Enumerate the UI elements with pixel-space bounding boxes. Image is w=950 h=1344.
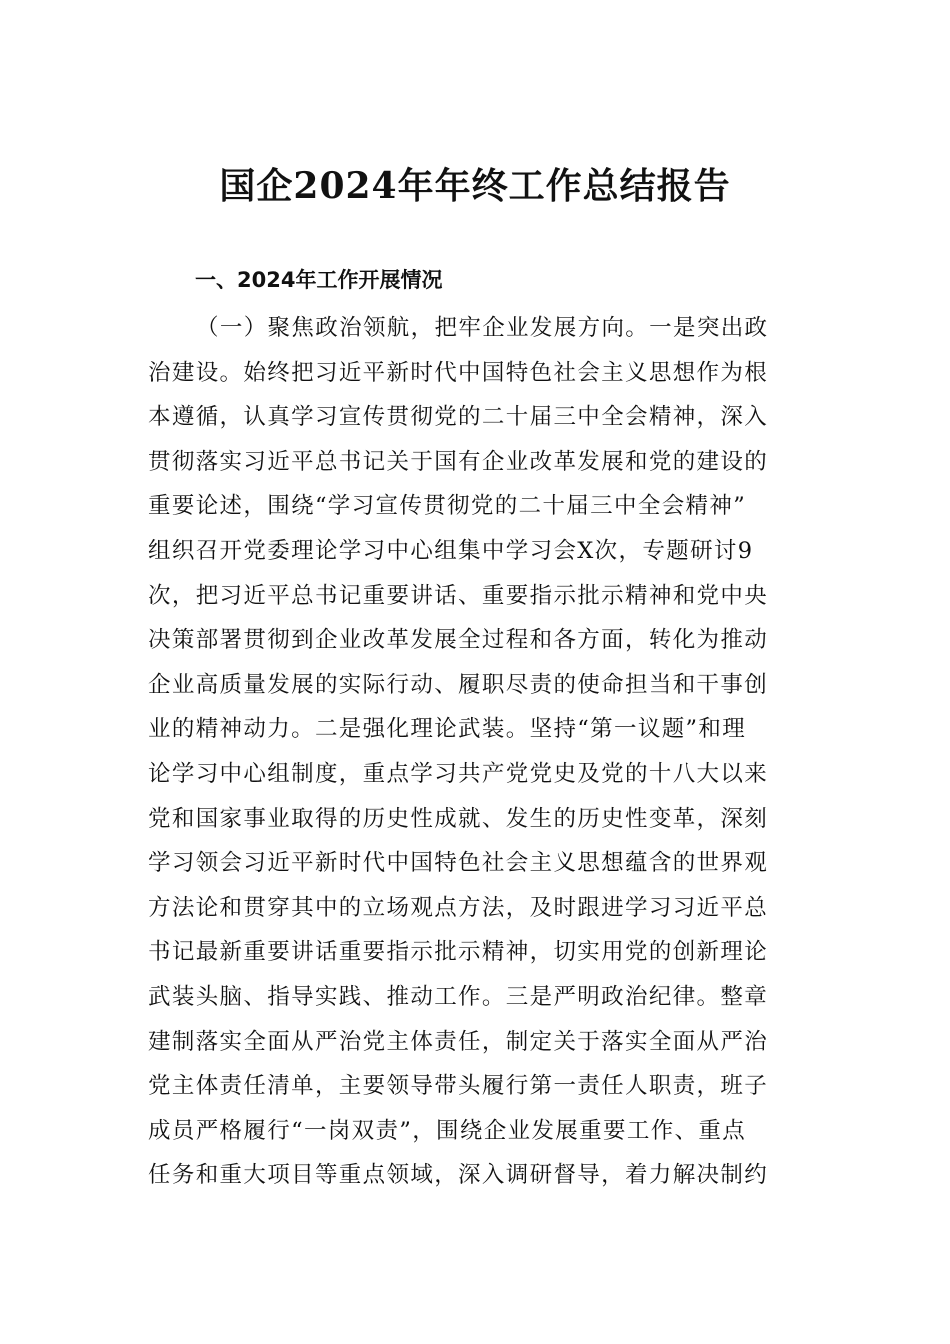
- paragraph-line: 业的精神动力。二是强化理论武装。坚持“第一议题”和理: [148, 716, 747, 743]
- paragraph-line: 企业高质量发展的实际行动、履职尽责的使命担当和干事创: [148, 671, 769, 698]
- paragraph-line: 方法论和贯穿其中的立场观点方法，及时跟进学习习近平总: [148, 894, 769, 921]
- paragraph-line: 治建设。始终把习近平新时代中国特色社会主义思想作为根: [148, 359, 769, 386]
- paragraph-line: 任务和重大项目等重点领域，深入调研督导，着力解决制约: [148, 1162, 769, 1189]
- paragraph-line: 决策部署贯彻到企业改革发展全过程和各方面，转化为推动: [148, 627, 769, 654]
- paragraph-line: 次，把习近平总书记重要讲话、重要指示批示精神和党中央: [148, 582, 769, 609]
- body-paragraph: [148, 306, 808, 1198]
- paragraph-line: 本遵循，认真学习宣传贯彻党的二十届三中全会精神，深入: [148, 404, 769, 431]
- paragraph-line: 党和国家事业取得的历史性成就、发生的历史性变革，深刻: [148, 805, 769, 832]
- paragraph-line: 党主体责任清单，主要领导带头履行第一责任人职责，班子: [148, 1073, 769, 1100]
- section-heading: 一、2024年工作开展情况: [195, 268, 443, 292]
- paragraph-line: 书记最新重要讲话重要指示批示精神，切实用党的创新理论: [148, 939, 769, 966]
- document-title: 国企2024年年终工作总结报告: [219, 165, 731, 207]
- paragraph-line: 武装头脑、指导实践、推动工作。三是严明政治纪律。整章: [148, 983, 769, 1010]
- paragraph-line: 建制落实全面从严治党主体责任，制定关于落实全面从严治: [148, 1028, 769, 1055]
- paragraph-line: 贯彻落实习近平总书记关于国有企业改革发展和党的建设的: [148, 448, 769, 475]
- paragraph-line: 学习领会习近平新时代中国特色社会主义思想蕴含的世界观: [148, 850, 769, 877]
- paragraph-line: （一）聚焦政治领航，把牢企业发展方向。一是突出政: [196, 315, 769, 341]
- paragraph-line: 组织召开党委理论学习中心组集中学习会X次，专题研讨9: [148, 537, 754, 564]
- paragraph-line: 成员严格履行“一岗双责”，围绕企业发展重要工作、重点: [148, 1117, 747, 1144]
- paragraph-line: 重要论述，围绕“学习宣传贯彻党的二十届三中全会精神”: [148, 493, 747, 520]
- paragraph-line: 论学习中心组制度，重点学习共产党党史及党的十八大以来: [148, 760, 769, 787]
